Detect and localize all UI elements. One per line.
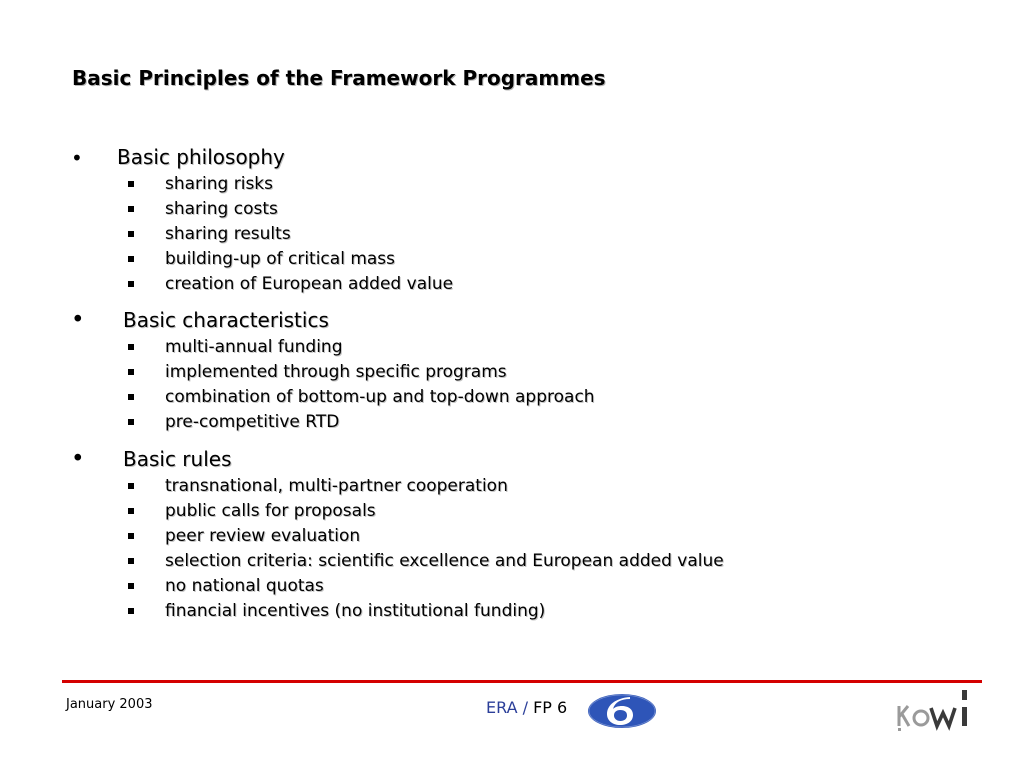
slide-title: Basic Principles of the Framework Programmes [72,66,606,90]
list-item [0,198,1024,223]
list-item [0,411,1024,436]
square-bullet-icon [128,533,134,539]
list-item [0,575,1024,600]
list-item-text: peer review evaluation [165,526,361,546]
sub-bullet-list [0,336,1024,436]
section-heading: Basic rules [123,447,232,471]
square-bullet-icon [128,206,134,212]
section-heading-row [0,307,1024,336]
list-item [0,273,1024,298]
footer-era-fp6 [486,698,567,717]
list-item-text: sharing results [165,224,291,244]
list-item [0,386,1024,411]
list-item [0,525,1024,550]
section-heading-row [0,144,1024,173]
separator-slash: / [517,698,534,717]
square-bullet-icon [128,281,134,287]
square-bullet-icon [128,181,134,187]
square-bullet-icon [128,256,134,262]
square-bullet-icon [128,231,134,237]
fp6-label: FP 6 [533,698,568,717]
bullet-dot-icon: • [71,146,83,170]
list-item-text: sharing costs [165,199,278,219]
square-bullet-icon [128,558,134,564]
fp6-logo-icon [586,690,658,730]
list-item [0,361,1024,386]
list-item-text: transnational, multi-partner cooperation [165,476,508,496]
square-bullet-icon [128,344,134,350]
list-item-text: building-up of critical mass [165,249,396,269]
square-bullet-icon [128,483,134,489]
section-heading: Basic philosophy [117,145,285,169]
square-bullet-icon [128,419,134,425]
list-item [0,248,1024,273]
list-item-text: public calls for proposals [165,501,376,521]
section-basic-rules [0,446,1024,625]
list-item-text: combination of bottom-up and top-down approach [165,387,595,407]
list-item-text: creation of European added value [165,274,454,294]
section-basic-characteristics [0,307,1024,436]
section-heading-row [0,446,1024,475]
list-item [0,336,1024,361]
list-item [0,550,1024,575]
square-bullet-icon [128,369,134,375]
list-item-text: financial incentives (no institutional funding) [165,601,546,621]
list-item [0,475,1024,500]
list-item-text: selection criteria: scientific excellence and European added value [165,551,724,571]
list-item-text: implemented through specific programs [165,362,507,382]
section-heading: Basic characteristics [123,308,329,332]
footer-date: January 2003 [66,697,153,712]
sub-bullet-list [0,173,1024,298]
square-bullet-icon [128,394,134,400]
footer-divider [62,680,982,683]
square-bullet-icon [128,508,134,514]
kowi-logo-icon [895,688,977,734]
list-item [0,500,1024,525]
era-label: ERA [486,698,518,717]
list-item-text: no national quotas [165,576,324,596]
list-item-text: multi-annual funding [165,337,343,357]
list-item-text: sharing risks [165,174,274,194]
list-item [0,223,1024,248]
list-item-text: pre-competitive RTD [165,412,340,432]
square-bullet-icon [128,608,134,614]
section-basic-philosophy [0,144,1024,298]
sub-bullet-list [0,475,1024,625]
list-item [0,600,1024,625]
bullet-dot-icon: • [71,307,85,333]
bullet-dot-icon: • [71,446,85,472]
list-item [0,173,1024,198]
square-bullet-icon [128,583,134,589]
